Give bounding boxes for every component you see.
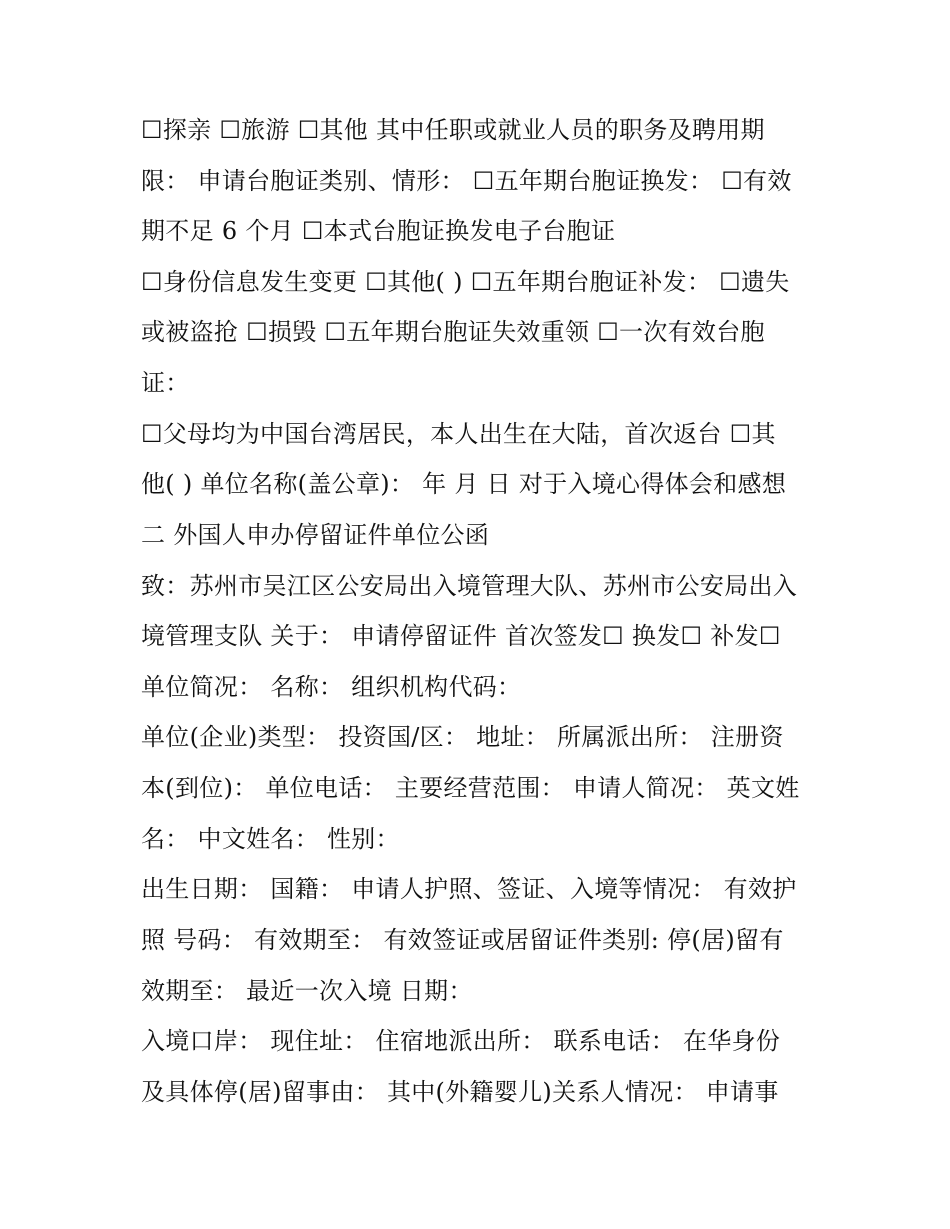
text-line-8: 他( ) 单位名称(盖公章)： 年 月 日 对于入境心得体会和感想 [141,470,787,498]
text-line-17: 照 号码： 有效期至： 有效签证或居留证件类别: 停(居)留有 [141,926,784,954]
text-line-12: 单位简况： 名称： 组织机构代码： [141,673,522,701]
text-line-16: 出生日期： 国籍： 申请人护照、签证、入境等情况： 有效护 [141,875,797,903]
text-line-19: 入境口岸： 现住址： 住宿地派出所： 联系电话： 在华身份 [141,1027,781,1055]
text-line-6: 证： [141,369,190,397]
text-line-18: 效期至： 最近一次入境 日期： [141,977,473,1005]
text-line-10: 致：苏州市吴江区公安局出入境管理大队、苏州市公安局出入 [141,572,798,600]
text-line-3: 期不足 6 个月 ☐本式台胞证换发电子台胞证 [141,217,616,245]
text-line-5: 或被盗抢 ☐损毁 ☐五年期台胞证失效重领 ☐一次有效台胞 [141,318,765,346]
text-line-15: 名： 中文姓名： 性别： [141,825,400,853]
text-line-4: ☐身份信息发生变更 ☐其他( ) ☐五年期台胞证补发： ☐遗失 [141,268,790,296]
text-line-11: 境管理支队 关于： 申请停留证件 首次签发☐ 换发☐ 补发☐ [141,622,781,650]
text-line-14: 本(到位)： 单位电话： 主要经营范围： 申请人简况： 英文姓 [141,774,800,802]
text-line-1: ☐探亲 ☐旅游 ☐其他 其中任职或就业人员的职务及聘用期 [141,116,765,144]
text-line-20: 及具体停(居)留事由： 其中(外籍婴儿)关系人情况： 申请事 [141,1078,779,1106]
text-line-13: 单位(企业)类型： 投资国/区： 地址： 所属派出所： 注册资 [141,723,784,751]
text-line-7: ☐父母均为中国台湾居民，本人出生在大陆，首次返台 ☐其 [141,420,776,448]
text-line-2: 限： 申请台胞证类别、情形： ☐五年期台胞证换发： ☐有效 [141,167,792,195]
section-heading: 二 外国人申办停留证件单位公函 [141,521,490,549]
